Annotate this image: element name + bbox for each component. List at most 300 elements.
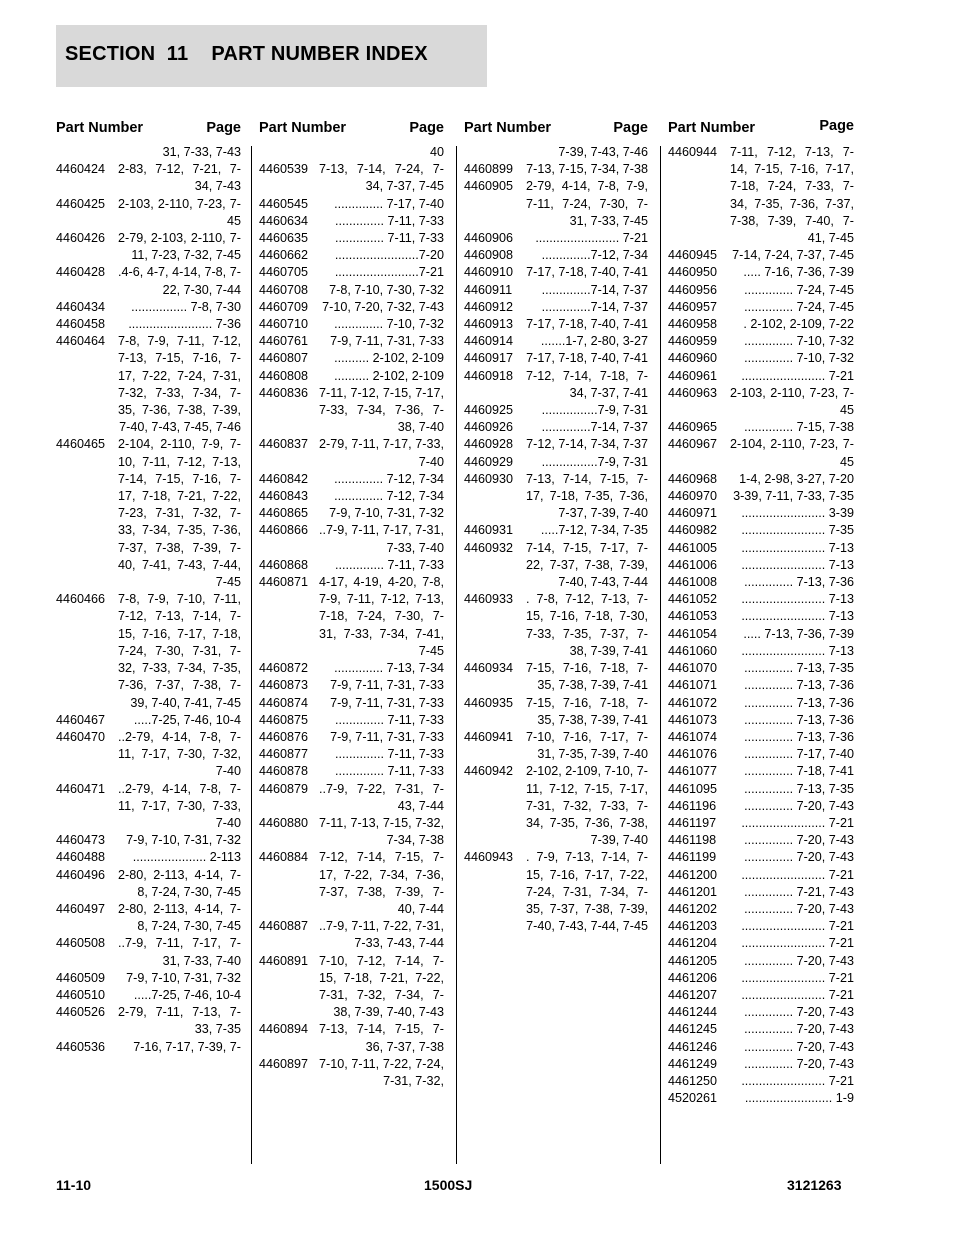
page-refs: 2-79, 7-11, 7-13, 7-33, 7-35: [118, 1005, 241, 1037]
index-entry: [668, 677, 854, 694]
part-number: 4461245: [668, 1022, 718, 1037]
part-number: 4460880: [259, 815, 309, 830]
page-refs: ..2-79, 4-14, 7-8, 7-11, 7-17, 7-30, 7-32, 7-40: [118, 729, 241, 779]
part-number: 4460710: [259, 317, 309, 332]
page-refs: 2-104, 2-110, 7-23, 7-45: [730, 437, 854, 469]
index-entry: [56, 1039, 241, 1056]
index-entry: [668, 1073, 854, 1090]
index-entry: [259, 385, 444, 437]
part-number: 4460897: [259, 1056, 309, 1071]
index-entry: [464, 350, 648, 367]
part-number: 4460872: [259, 661, 309, 676]
page-refs: .............. 7-10, 7-32: [744, 334, 854, 349]
index-entry: [668, 935, 854, 952]
index-entry: [464, 436, 648, 453]
page-refs: .......... 2-102, 2-109: [334, 368, 444, 383]
page-refs: 7-12, 7-14, 7-15, 7-17, 7-22, 7-34, 7-36, 7-37, 7-38, 7-39, 7-40, 7-44: [319, 850, 444, 916]
index-entry: [56, 299, 241, 316]
index-entry: [56, 729, 241, 781]
part-number: 4460471: [56, 781, 106, 796]
index-column-3: [464, 118, 648, 935]
index-entry: [259, 350, 444, 367]
page-refs: .4-6, 4-7, 4-14, 7-8, 7-22, 7-30, 7-44: [118, 265, 241, 297]
part-number: 4460911: [464, 282, 513, 297]
index-entry: [668, 901, 854, 918]
page-refs: .....7-25, 7-46, 10-4: [133, 712, 241, 727]
index-entry: [668, 849, 854, 866]
part-number: 4460464: [56, 334, 106, 349]
part-number: 4460473: [56, 833, 106, 848]
index-entry: [259, 333, 444, 350]
part-number: 4460906: [464, 231, 514, 246]
index-entry: [668, 1039, 854, 1056]
index-entry: [259, 368, 444, 385]
page-refs: 2-80, 2-113, 4-14, 7-8, 7-24, 7-30, 7-45: [118, 867, 241, 899]
page-refs: 7-10, 7-11, 7-22, 7-24, 7-31, 7-32,: [319, 1056, 444, 1088]
index-entry: [56, 264, 241, 298]
index-entry: [668, 970, 854, 987]
part-number: 4461072: [668, 695, 718, 710]
entry-list: [56, 144, 241, 1056]
page-refs: .............. 7-15, 7-38: [744, 420, 854, 435]
page-refs: 7-8, 7-9, 7-10, 7-11, 7-12, 7-13, 7-14, 7-15, 7-16, 7-17, 7-18, 7-24, 7-30, 7-31, 7-32, 7-33, 7-34, 7-35, 7-36, 7-37, 7-38, 7-39, 7-40, 7-41, 7-45: [118, 592, 241, 710]
index-entry: [259, 230, 444, 247]
page-refs: 2-79, 4-14, 7-8, 7-9, 7-11, 7-24, 7-30, 7-31, 7-33, 7-45: [526, 179, 648, 228]
index-entry: [464, 695, 648, 729]
page-refs: ........................ 7-21: [741, 919, 854, 934]
index-entry: [259, 712, 444, 729]
part-number: 4460945: [668, 248, 718, 263]
part-number: 4461006: [668, 557, 718, 572]
part-number: 4461054: [668, 626, 718, 641]
part-number-header: Part Number: [56, 120, 144, 136]
part-number: 4460842: [259, 471, 309, 486]
index-entry: [668, 832, 854, 849]
index-entry: [464, 178, 648, 230]
part-number: 4460708: [259, 282, 309, 297]
part-number: 4460426: [56, 231, 106, 246]
index-entry: [668, 781, 854, 798]
page-refs: .....7-25, 7-46, 10-4: [133, 987, 241, 1002]
page-refs: .............. 7-11, 7-33: [335, 231, 444, 246]
part-number: 4460934: [464, 661, 514, 676]
page-refs: 7-9, 7-11, 7-31, 7-33: [330, 695, 444, 710]
page-refs: .............. 7-11, 7-33: [335, 557, 444, 572]
index-entry: [259, 196, 444, 213]
page-refs: 7-10, 7-12, 7-14, 7-15, 7-18, 7-21, 7-22, 7-31, 7-32, 7-34, 7-38, 7-39, 7-40, 7-43: [319, 953, 444, 1020]
index-entry: [464, 247, 648, 264]
page-refs: .............. 7-20, 7-43: [744, 833, 854, 848]
page-header: Page: [409, 120, 444, 136]
page-refs: ........................ 7-21: [535, 231, 648, 246]
section-header: [56, 25, 487, 87]
part-number: 4460465: [56, 437, 106, 452]
index-entry: [668, 350, 854, 367]
page-refs: 7-14, 7-15, 7-17, 7-22, 7-37, 7-38, 7-39, 7-40, 7-43, 7-44: [526, 540, 648, 590]
part-number: 4461076: [668, 747, 718, 762]
part-number: 4460843: [259, 489, 309, 504]
index-entry: [668, 763, 854, 780]
page-refs: 7-17, 7-18, 7-40, 7-41: [526, 265, 648, 280]
index-entry: [668, 247, 854, 264]
index-entry: [56, 867, 241, 901]
index-entry: [259, 660, 444, 677]
page-refs: .............. 7-20, 7-43: [744, 953, 854, 968]
page-refs: .............. 7-13, 7-36: [744, 712, 854, 727]
index-entry: [464, 161, 648, 178]
entry-list: [464, 144, 648, 935]
index-entry: [259, 746, 444, 763]
part-number: 4461202: [668, 901, 718, 916]
part-number: 4460941: [464, 729, 514, 744]
index-entry: [56, 144, 241, 161]
page-refs: .....7-12, 7-34, 7-35: [540, 523, 648, 538]
part-number: 4460963: [668, 385, 718, 400]
part-number: 4460877: [259, 747, 309, 762]
index-entry: [668, 815, 854, 832]
page-refs: ..7-9, 7-11, 7-17, 7-31, 7-33, 7-40: [319, 523, 444, 555]
part-number: 4460960: [668, 351, 718, 366]
index-entry: [259, 918, 444, 952]
part-number: 4460467: [56, 712, 106, 727]
page-refs: .............. 7-11, 7-33: [335, 712, 444, 727]
index-entry: [259, 316, 444, 333]
part-number: 4460428: [56, 265, 106, 280]
part-number: 4460970: [668, 489, 718, 504]
index-entry: [259, 264, 444, 281]
part-number: 4461008: [668, 575, 718, 590]
part-number: 4460866: [259, 523, 309, 538]
footer-model: 1500SJ: [424, 1177, 473, 1193]
column-header: [259, 118, 444, 144]
page-refs: ......................... 1-9: [744, 1091, 854, 1106]
index-entry: [56, 935, 241, 969]
index-entry: [259, 815, 444, 849]
entry-list: [259, 144, 444, 1090]
page-refs: 7-13, 7-14, 7-15, 7-36, 7-37, 7-38: [319, 1022, 444, 1054]
page-refs: .............. 7-13, 7-35: [744, 661, 854, 676]
part-number: 4461071: [668, 678, 718, 693]
part-number-header: Part Number: [464, 120, 552, 136]
index-entry: [259, 1021, 444, 1055]
page-refs: ........................ 7-35: [741, 523, 854, 538]
page-refs: 31, 7-33, 7-43: [162, 145, 241, 159]
part-number: 4460925: [464, 403, 514, 418]
page-refs: 7-9, 7-10, 7-31, 7-32: [126, 970, 241, 985]
index-entry: [668, 333, 854, 350]
index-entry: [259, 1056, 444, 1090]
page-refs: .......1-7, 2-80, 3-27: [540, 334, 648, 349]
part-number: 4460837: [259, 437, 309, 452]
page-refs: .............. 7-10, 7-32: [334, 317, 444, 332]
index-entry: [668, 471, 854, 488]
index-entry: [259, 953, 444, 1022]
index-entry: [668, 1004, 854, 1021]
page-refs: ........................ 7-36: [128, 317, 241, 332]
index-entry: [668, 1056, 854, 1073]
part-number: 4460875: [259, 712, 309, 727]
index-entry: [56, 712, 241, 729]
page-refs: .............. 7-11, 7-33: [335, 747, 444, 762]
part-number: 4460865: [259, 506, 309, 521]
part-number: 4460466: [56, 592, 106, 607]
page-header: Page: [206, 120, 241, 136]
page-refs: .............. 7-20, 7-43: [744, 1022, 854, 1037]
page-refs: .............. 7-11, 7-33: [335, 764, 444, 779]
index-entry: [56, 970, 241, 987]
page-refs: ..............7-12, 7-34: [541, 248, 648, 263]
index-entry: [668, 695, 854, 712]
page-refs: .............. 7-20, 7-43: [744, 901, 854, 916]
index-entry: [259, 144, 444, 161]
page-refs: ..............7-14, 7-37: [541, 420, 648, 435]
index-entry: [259, 574, 444, 660]
part-number: 4460705: [259, 265, 309, 280]
index-entry: [668, 316, 854, 333]
page-refs: ................7-9, 7-31: [541, 454, 648, 469]
index-entry: [464, 540, 648, 592]
part-number: 4460510: [56, 987, 106, 1002]
index-entry: [259, 677, 444, 694]
part-number: 4461060: [668, 643, 718, 658]
page-header: Page: [613, 120, 648, 136]
part-number: 4461197: [668, 815, 717, 830]
footer-page-number: 11-10: [56, 1177, 92, 1193]
section-title: SECTION 11 PART NUMBER INDEX: [65, 43, 428, 65]
page-refs: .............. 7-12, 7-34: [334, 489, 444, 504]
part-number: 4460868: [259, 557, 309, 572]
part-number: 4460899: [464, 162, 514, 177]
part-number: 4460878: [259, 764, 309, 779]
column-header: [668, 118, 854, 144]
page-refs: ..... 7-13, 7-36, 7-39: [743, 626, 854, 641]
part-number: 4460914: [464, 334, 514, 349]
index-entry: [464, 522, 648, 539]
page-refs: .............. 7-13, 7-34: [334, 661, 444, 676]
part-number: 4460917: [464, 351, 514, 366]
index-entry: [668, 626, 854, 643]
part-number: 4461198: [668, 833, 717, 848]
index-entry: [668, 729, 854, 746]
page-refs: ........................7-20: [334, 248, 444, 263]
page-refs: ..2-79, 4-14, 7-8, 7-11, 7-17, 7-30, 7-33, 7-40: [118, 781, 241, 830]
index-entry: [56, 436, 241, 591]
index-entry: [464, 591, 648, 660]
part-number: 4460434: [56, 299, 106, 314]
index-column-2: [259, 118, 444, 1090]
index-entry: [259, 522, 444, 556]
part-number-header: Part Number: [259, 120, 347, 136]
index-entry: [668, 282, 854, 299]
page-refs: ..............7-14, 7-37: [541, 282, 648, 297]
page-refs: .............. 7-20, 7-43: [744, 798, 854, 813]
page-refs: .......... 2-102, 2-109: [334, 351, 444, 366]
part-number: 4461070: [668, 661, 718, 676]
index-entry: [56, 591, 241, 711]
page-refs: .............. 7-17, 7-40: [334, 196, 444, 211]
part-number: 4460425: [56, 196, 106, 211]
page-refs: .............. 7-13, 7-36: [744, 575, 854, 590]
index-entry: [56, 832, 241, 849]
part-number: 4460910: [464, 265, 514, 280]
part-number: 4460879: [259, 781, 309, 796]
page-refs: ........................ 7-13: [741, 557, 854, 572]
part-number: 4461201: [668, 884, 718, 899]
part-number: 4460891: [259, 953, 309, 968]
page-refs: ........................ 7-13: [741, 609, 854, 624]
page-refs: . 2-102, 2-109, 7-22: [743, 317, 854, 332]
part-number: 4461052: [668, 592, 718, 607]
page-refs: 2-79, 2-103, 2-110, 7-11, 7-23, 7-32, 7-45: [118, 231, 241, 263]
page-refs: 40: [429, 145, 444, 159]
part-number: 4460761: [259, 334, 309, 349]
part-number: 4460508: [56, 936, 106, 951]
part-number: 4460662: [259, 248, 309, 263]
page-refs: ........................ 7-13: [741, 540, 854, 555]
part-number: 4460905: [464, 179, 514, 194]
column-divider: [251, 146, 252, 1164]
page-refs: 7-9, 7-11, 7-31, 7-33: [330, 678, 444, 693]
part-number: 4461246: [668, 1039, 718, 1054]
page-refs: ........................ 7-21: [741, 368, 854, 383]
page-refs: 7-17, 7-18, 7-40, 7-41: [526, 351, 648, 366]
index-entry: [668, 419, 854, 436]
part-number: 4460971: [668, 506, 718, 521]
index-entry: [668, 798, 854, 815]
index-entry: [668, 918, 854, 935]
page-refs: ................ 7-8, 7-30: [131, 299, 241, 314]
index-entry: [464, 144, 648, 161]
part-number: 4461244: [668, 1005, 718, 1020]
page-header: Page: [819, 118, 854, 134]
page-refs: 7-17, 7-18, 7-40, 7-41: [526, 317, 648, 332]
page-refs: .............. 7-18, 7-41: [744, 764, 854, 779]
index-entry: [668, 712, 854, 729]
part-number: 4460931: [464, 523, 514, 538]
page-refs: 4-17, 4-19, 4-20, 7-8, 7-9, 7-11, 7-12, 7-13, 7-18, 7-24, 7-30, 7-31, 7-33, 7-34, 7-41, 7-45: [319, 575, 444, 658]
part-number: 4461205: [668, 953, 718, 968]
page-refs: ..7-9, 7-11, 7-17, 7-31, 7-33, 7-40: [118, 936, 241, 968]
page-refs: .............. 7-10, 7-32: [744, 351, 854, 366]
part-number: 4460876: [259, 729, 309, 744]
index-entry: [259, 729, 444, 746]
index-entry: [56, 230, 241, 264]
page-refs: 7-8, 7-9, 7-11, 7-12, 7-13, 7-15, 7-16, 7-17, 7-22, 7-24, 7-31, 7-32, 7-33, 7-34, 7-35, 7-36, 7-38, 7-39, 7-40, 7-43, 7-45, 7-46: [118, 334, 241, 435]
page-refs: 7-16, 7-17, 7-39, 7-: [133, 1039, 241, 1054]
part-number: 4461250: [668, 1073, 718, 1088]
index-entry: [464, 264, 648, 281]
part-number: 4461204: [668, 936, 718, 951]
index-entry: [668, 144, 854, 247]
index-entry: [668, 574, 854, 591]
page-refs: 7-12, 7-14, 7-34, 7-37: [526, 437, 648, 452]
index-entry: [464, 454, 648, 471]
part-number: 4460968: [668, 471, 718, 486]
part-number: 4460930: [464, 471, 514, 486]
part-number: 4460961: [668, 368, 718, 383]
index-entry: [56, 987, 241, 1004]
part-number: 4460836: [259, 385, 309, 400]
part-number: 4460932: [464, 540, 514, 555]
page-refs: .............. 7-13, 7-36: [744, 695, 854, 710]
page-refs: 2-83, 7-12, 7-21, 7-34, 7-43: [118, 162, 241, 194]
index-entry: [56, 849, 241, 866]
part-number: 4460926: [464, 420, 514, 435]
page-refs: 3-39, 7-11, 7-33, 7-35: [733, 489, 854, 504]
page-refs: 7-12, 7-14, 7-18, 7-34, 7-37, 7-41: [526, 368, 648, 400]
index-entry: [259, 781, 444, 815]
part-number: 4460928: [464, 437, 514, 452]
index-entry: [668, 505, 854, 522]
page-refs: 7-13, 7-14, 7-24, 7-34, 7-37, 7-45: [319, 162, 444, 194]
part-number: 4460943: [464, 850, 514, 865]
part-number: 4460488: [56, 850, 106, 865]
page-refs: ..................... 2-113: [132, 850, 241, 865]
part-number: 4461196: [668, 798, 717, 813]
page-refs: .............. 7-13, 7-36: [744, 729, 854, 744]
page-refs: 7-11, 7-12, 7-15, 7-17, 7-33, 7-34, 7-36, 7-38, 7-40: [319, 385, 444, 435]
page-refs: . 7-9, 7-13, 7-14, 7-15, 7-16, 7-17, 7-22, 7-24, 7-31, 7-34, 7-35, 7-37, 7-38, 7-39, 7-40, 7-43, 7-44, 7-45: [526, 850, 648, 934]
part-number: 4460887: [259, 919, 309, 934]
index-entry: [259, 299, 444, 316]
index-entry: [464, 849, 648, 935]
page-refs: ........................ 7-21: [741, 815, 854, 830]
page-refs: ........................ 7-13: [741, 643, 854, 658]
index-entry: [464, 316, 648, 333]
part-number: 4460959: [668, 334, 718, 349]
part-number: 4460935: [464, 695, 514, 710]
page-refs: 1-4, 2-98, 3-27, 7-20: [739, 471, 854, 486]
index-entry: [56, 161, 241, 195]
part-number: 4461249: [668, 1056, 718, 1071]
index-entry: [668, 746, 854, 763]
index-entry: [464, 402, 648, 419]
index-entry: [668, 540, 854, 557]
page-refs: .............. 7-24, 7-45: [744, 299, 854, 314]
index-entry: [668, 884, 854, 901]
page-refs: ..7-9, 7-22, 7-31, 7-43, 7-44: [319, 781, 444, 813]
part-number: 4461073: [668, 712, 718, 727]
index-entry: [668, 436, 854, 470]
page-refs: 7-15, 7-16, 7-18, 7-35, 7-38, 7-39, 7-41: [526, 661, 648, 693]
page-refs: .............. 7-20, 7-43: [744, 1005, 854, 1020]
index-entry: [668, 987, 854, 1004]
part-number: 4460871: [259, 575, 309, 590]
part-number: 4460873: [259, 678, 309, 693]
part-number: 4460545: [259, 196, 309, 211]
index-entry: [668, 1090, 854, 1107]
page-refs: .............. 7-20, 7-43: [744, 850, 854, 865]
index-entry: [259, 436, 444, 470]
page-refs: .............. 7-24, 7-45: [744, 282, 854, 297]
page-refs: 7-15, 7-16, 7-18, 7-35, 7-38, 7-39, 7-41: [526, 695, 648, 727]
index-entry: [668, 867, 854, 884]
part-number: 4460526: [56, 1005, 106, 1020]
index-entry: [464, 763, 648, 849]
index-entry: [668, 368, 854, 385]
page-refs: .............. 7-12, 7-34: [334, 471, 444, 486]
part-number: 4460894: [259, 1022, 309, 1037]
part-number: 4460929: [464, 454, 514, 469]
page-refs: .............. 7-11, 7-33: [335, 213, 444, 228]
page-refs: 7-10, 7-16, 7-17, 7-31, 7-35, 7-39, 7-40: [526, 729, 648, 762]
index-entry: [668, 488, 854, 505]
index-entry: [668, 385, 854, 419]
part-number: 4460982: [668, 523, 718, 538]
part-number: 4460536: [56, 1039, 106, 1054]
page-refs: 2-102, 2-109, 7-10, 7-11, 7-12, 7-15, 7-17, 7-31, 7-32, 7-33, 7-34, 7-35, 7-36, 7-38, 7-39, 7-40: [526, 764, 648, 848]
part-number: 4460509: [56, 970, 106, 985]
